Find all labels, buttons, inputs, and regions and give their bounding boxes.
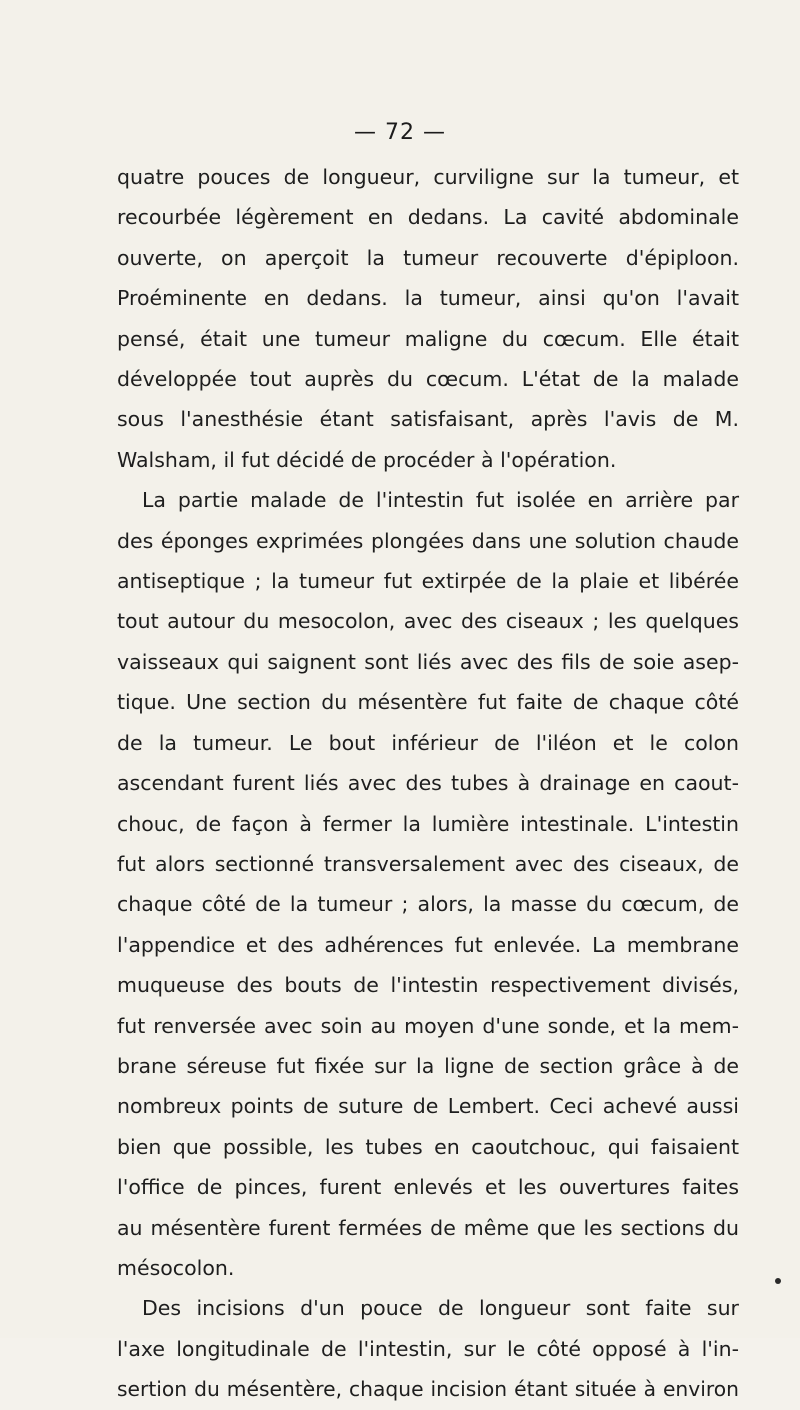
text-line: sous l'anesthésie étant satisfaisant, après l'avis de M. [117, 407, 739, 432]
text-line: nombreux points de suture de Lembert. Ceci achevé aussi [117, 1094, 739, 1119]
text-line: tique. Une section du mésentère fut faite de chaque côté [117, 690, 739, 715]
text-line: Des incisions d'un pouce de longueur sont faite sur [142, 1296, 739, 1321]
paragraph-2 [117, 480, 739, 1288]
text-line: pensé, était une tumeur maligne du cœcum. Elle était [117, 326, 739, 351]
text-line: recourbée légèrement en dedans. La cavité abdominale [117, 205, 739, 230]
text-line: chouc, de façon à fermer la lumière intestinale. L'intestin [117, 811, 739, 836]
text-line: tout autour du mesocolon, avec des ciseaux ; les quelques [117, 609, 739, 634]
text-line: de la tumeur. Le bout inférieur de l'iléon et le colon [117, 730, 739, 755]
text-line: brane séreuse fut fixée sur la ligne de section grâce à de [117, 1053, 739, 1078]
body-text [117, 157, 739, 1410]
text-line: Proéminente en dedans. la tumeur, ainsi qu'on l'avait [117, 286, 739, 311]
text-line: ouverte, on aperçoit la tumeur recouverte d'épiploon. [117, 245, 739, 270]
text-line: l'office de pinces, furent enlevés et les ouvertures faites [117, 1175, 739, 1200]
text-line: vaisseaux qui saignent sont liés avec des fils de soie asep- [117, 649, 739, 674]
text-line: développée tout auprès du cœcum. L'état de la malade [117, 367, 739, 392]
text-line: ascendant furent liés avec des tubes à drainage en caout- [117, 771, 739, 796]
paragraph-1 [117, 157, 739, 480]
text-line: La partie malade de l'intestin fut isolée en arrière par [142, 488, 739, 513]
text-line: l'appendice et des adhérences fut enlevée. La membrane [117, 932, 739, 957]
text-line: Walsham, il fut décidé de procéder à l'opération. [117, 447, 617, 472]
paragraph-3 [117, 1288, 739, 1409]
text-line: fut renversée avec soin au moyen d'une sonde, et la mem- [117, 1013, 739, 1038]
text-line: l'axe longitudinale de l'intestin, sur le côté opposé à l'in- [117, 1336, 739, 1361]
text-line: muqueuse des bouts de l'intestin respectivement divisés, [117, 973, 739, 998]
ink-speck [775, 1278, 781, 1284]
page-number: — 72 — [354, 120, 446, 145]
text-line: sertion du mésentère, chaque incision étant située à environ [117, 1377, 739, 1402]
text-line: chaque côté de la tumeur ; alors, la masse du cœcum, de [117, 892, 739, 917]
text-line: quatre pouces de longueur, curviligne sur la tumeur, et [117, 165, 739, 189]
text-line: mésocolon. [117, 1255, 235, 1280]
text-line: au mésentère furent fermées de même que les sections du [117, 1215, 739, 1240]
text-line: fut alors sectionné transversalement avec des ciseaux, de [117, 851, 739, 876]
text-line: des éponges exprimées plongées dans une solution chaude [117, 528, 739, 553]
text-line: antiseptique ; la tumeur fut extirpée de la plaie et libérée [117, 569, 739, 594]
text-line: bien que possible, les tubes en caoutchouc, qui faisaient [117, 1134, 739, 1159]
